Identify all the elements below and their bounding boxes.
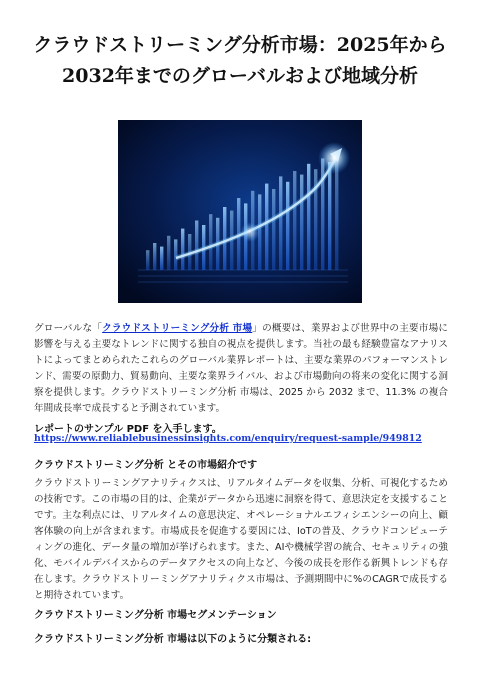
hero-decor-bar <box>160 247 163 270</box>
hero-decor-bar <box>209 214 212 270</box>
hero-decor-bar <box>181 229 184 270</box>
hero-decor-bar <box>195 221 198 271</box>
title-line-2: 2032年までのグローバルおよび地域分析 <box>62 65 418 87</box>
hero-decor-bar <box>272 189 275 270</box>
sample-pdf-label: レポートのサンプル PDF を入手します。 <box>34 424 222 435</box>
sample-pdf-link[interactable]: https://www.reliablebusinessinsights.com/enquiry/request-sample/949812 <box>34 433 422 444</box>
hero-decor-bar <box>307 164 310 270</box>
hero-decor-bar <box>286 182 289 270</box>
intro-heading: クラウドストリーミング分析 とその市場紹介です <box>34 460 258 471</box>
classification-heading: クラウドストリーミング分析 市場は以下のように分類される: <box>34 634 312 645</box>
market-intro-paragraph: クラウドストリーミングアナリティクスは、リアルタイムデータを収集、分析、可視化するための技術です。この市場の目的は、企業がデータから迅速に洞察を得て、意思決定を支援することです。主な利点には、リアルタイムの意思決定、オペレーショナルエフィシエンシーの向上、顧客体験の向上が含まれます。市場成長を促進する要因には、IoTの普及、クラウドコンピューティングの進化、データ量の増加が挙げられます。また、AIや機械学習の統合、セキュリティの強化、モバイルデバイスからのデータアクセスの向上など、今後の成長を形作る新興トレンドも存在します。クラウドストリーミングアナリティクス市場は、予測期間中に%のCAGRで成長すると期待されています。 <box>34 478 448 601</box>
intro-text-end: 」の概要は、業界および世界中の主要市場に影響を与える主要なトレンドに関する独自の視点を提供します。当社の最も経験豊富なアナリストによってまとめられたこれらのグローバル業界レポートは、主要な業界のパフォーマンストレンド、需要の原動力、貿易動向、主要な業界ライバル、および市場動向の将来の変化に関する洞察を提供します。クラウドストリーミング分析 市場は、2025 から 2032 まで、11.3% の複合年間成長率で成長すると予測されています。 <box>34 323 448 414</box>
page-title <box>24 30 456 92</box>
hero-decor-bar <box>279 176 282 270</box>
intro-text-start: グローバルな「 <box>34 323 103 334</box>
hero-decor-bar <box>174 239 177 270</box>
intro-paragraph <box>34 321 448 417</box>
title-line-1: クラウドストリーミング分析市場：2025年から <box>33 34 447 56</box>
hero-decor-bar <box>153 243 156 270</box>
hero-bar-chart-image <box>118 120 362 303</box>
hero-decor-bar <box>300 175 303 270</box>
hero-decor-bar <box>328 162 331 270</box>
hero-decor-bar <box>167 236 170 270</box>
hero-decor-bar <box>293 171 296 270</box>
hero-decor-bar <box>146 250 149 270</box>
market-link[interactable]: クラウドストリーミング分析 市場 <box>102 323 253 334</box>
hero-decor-bar <box>265 184 268 270</box>
segmentation-heading: クラウドストリーミング分析 市場セグメンテーション <box>34 610 277 621</box>
